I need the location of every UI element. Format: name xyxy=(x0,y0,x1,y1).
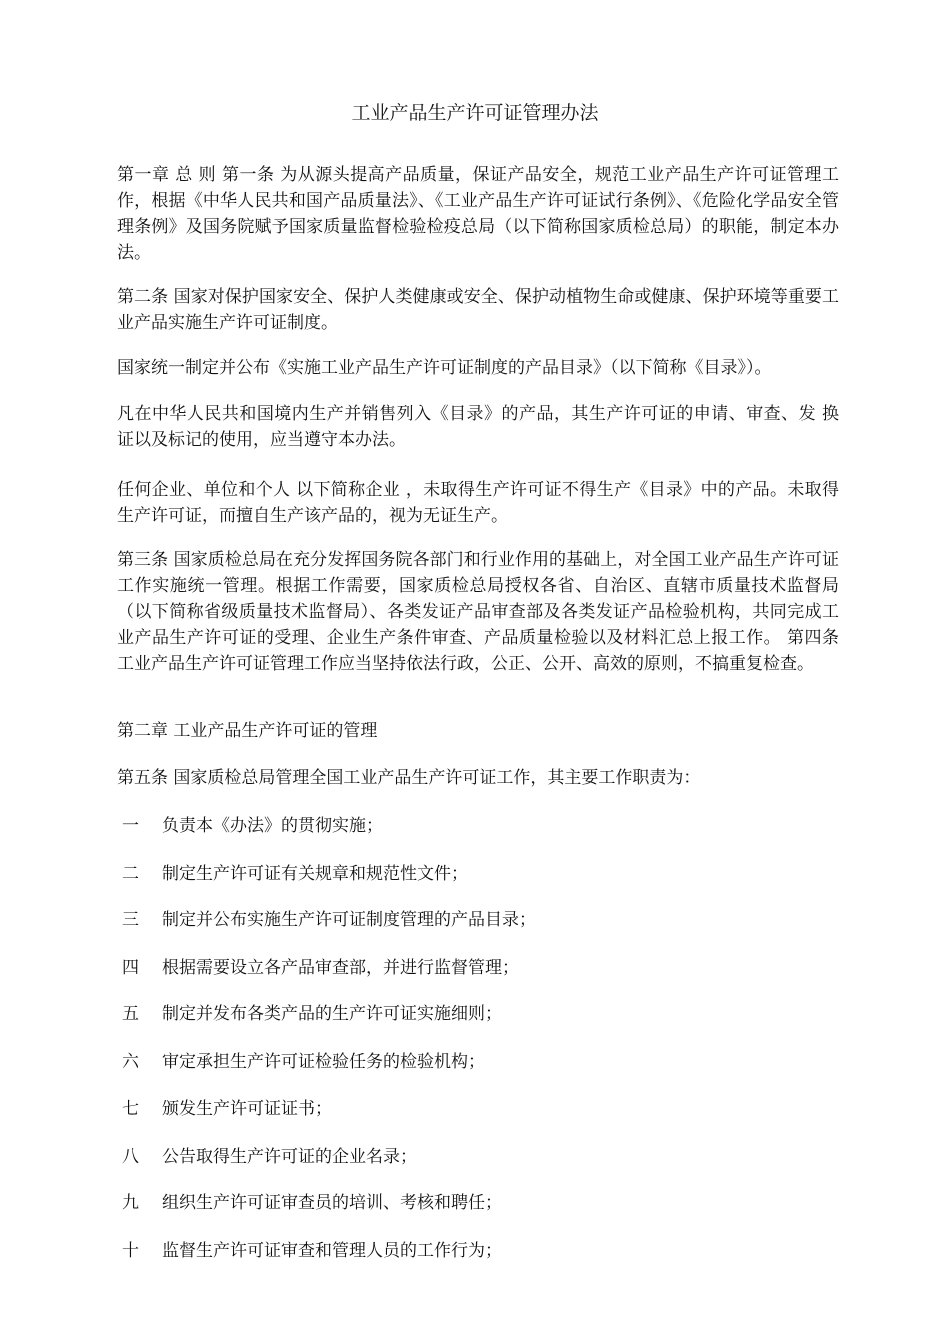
duty-number: 六 xyxy=(122,1052,139,1072)
paragraph-catalog: 国家统一制定并公布《实施工业产品生产许可证制度的产品目录》（以下简称《目录》）。 xyxy=(117,358,772,378)
duty-number: 十 xyxy=(122,1241,139,1261)
duty-item xyxy=(122,813,822,839)
paragraph-chapter1-article1: 第一章 总 则 第一条 为从源头提高产品质量，保证产品安全，规范工业产品生产许可证管理工作，根据《中华人民共和国产品质量法》、《工业产品生产许可证试行条例》、《危险化学品安全管理条例》及国务院赋予国家质量监督检验检疫总局（以下简称国家质检总局）的职能，制定本办法。 xyxy=(117,165,839,263)
duty-text: 制定并发布各类产品的生产许可证实施细则； xyxy=(162,1004,502,1024)
duty-item xyxy=(122,1096,822,1122)
duty-number: 一 xyxy=(122,816,139,836)
duty-item xyxy=(122,1001,822,1027)
paragraph-article3-article4: 第三条 国家质检总局在充分发挥国务院各部门和行业作用的基础上，对全国工业产品生产许可证工作实施统一管理。根据工作需要，国家质检总局授权各省、自治区、直辖市质量技术监督局（以下简称省级质量技术监督局）、各类发证产品审查部及各类发证产品检验机构，共同完成工业产品生产许可证的受理、企业生产条件审查、产品质量检验以及材料汇总上报工作。 第四条 工业产品生产许可证管理工作应当坚持依法行政，公正、公开、高效的原则，不搞重复检查。 xyxy=(117,550,839,674)
duty-item xyxy=(122,1238,822,1264)
duty-number: 七 xyxy=(122,1099,139,1119)
duty-number: 九 xyxy=(122,1193,139,1213)
duty-number: 四 xyxy=(122,958,139,978)
duty-text: 审定承担生产许可证检验任务的检验机构； xyxy=(162,1052,485,1072)
duty-number: 五 xyxy=(122,1004,139,1024)
duty-text: 制定生产许可证有关规章和规范性文件； xyxy=(162,864,468,884)
duty-number: 二 xyxy=(122,864,139,884)
duty-number: 八 xyxy=(122,1147,139,1167)
paragraph-unlicensed: 任何企业、单位和个人 以下简称企业 ，未取得生产许可证不得生产《目录》中的产品。未取得生产许可证，而擅自生产该产品的，视为无证生产。 xyxy=(117,480,839,526)
duty-text: 颁发生产许可证证书； xyxy=(162,1099,332,1119)
duty-item xyxy=(122,1144,822,1170)
paragraph-article5: 第五条 国家质检总局管理全国工业产品生产许可证工作，其主要工作职责为： xyxy=(117,768,701,788)
duty-text: 制定并公布实施生产许可证制度管理的产品目录； xyxy=(162,910,536,930)
duty-text: 根据需要设立各产品审查部，并进行监督管理； xyxy=(162,958,519,978)
duty-item xyxy=(122,907,822,933)
heading-chapter2: 第二章 工业产品生产许可证的管理 xyxy=(117,721,378,741)
duty-text: 公告取得生产许可证的企业名录； xyxy=(162,1147,417,1167)
duty-text: 组织生产许可证审查员的培训、考核和聘任； xyxy=(162,1193,502,1213)
duty-item xyxy=(122,861,822,887)
paragraph-scope: 凡在中华人民共和国境内生产并销售列入《目录》的产品，其生产许可证的申请、审查、发 换 证以及标记的使用，应当遵守本办法。 xyxy=(117,404,839,450)
duty-text: 负责本《办法》的贯彻实施； xyxy=(162,816,383,836)
duty-number: 三 xyxy=(122,910,139,930)
duty-text: 监督生产许可证审查和管理人员的工作行为； xyxy=(162,1241,502,1261)
duty-item xyxy=(122,1049,822,1075)
duty-item xyxy=(122,955,822,981)
duty-item xyxy=(122,1190,822,1216)
paragraph-article2: 第二条 国家对保护国家安全、保护人类健康或安全、保护动植物生命或健康、保护环境等重要工业产品实施生产许可证制度。 xyxy=(117,287,839,333)
document-title: 工业产品生产许可证管理办法 xyxy=(351,102,599,124)
